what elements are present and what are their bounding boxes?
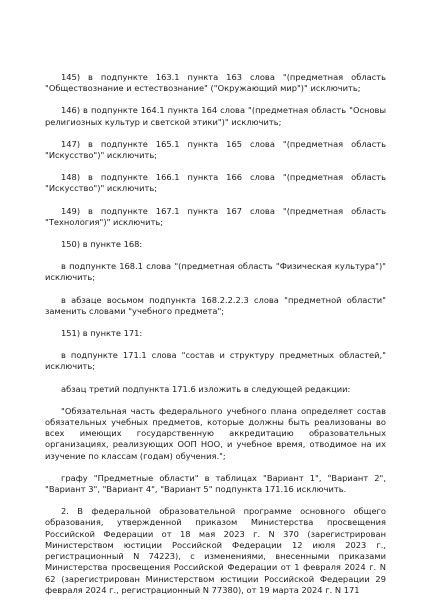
paragraph-147: 147) в подпункте 165.1 пункта 165 слова "(предметная область "Искусство")" исключить; <box>45 138 386 161</box>
paragraph-149: 149) в подпункте 167.1 пункта 167 слова "(предметная область "Технология")" исключить; <box>45 205 386 227</box>
paragraph-151-sub-2: абзац третий подпункта 171.6 изложить в следующей редакции: <box>61 383 351 394</box>
paragraph-145: 145) в подпункте 163.1 пункта 163 слова "(предметная область "Обществознание и естествознание" ("Окружающий мир")" исключить; <box>45 72 386 94</box>
paragraph-151: 151) в пункте 171: <box>61 328 143 339</box>
paragraph-2: 2. В федеральной образовательной программе основного общего образования, утвержденной приказом Министерства просвещения Российской Федерации от 18 мая 2023 г. N 370 (зарегистрирован Министерством юстиции Российской Федерации 12 июля 2023 г., регистрационный N 74223), с изменениями, внесенными приказами Министерства просвещения Российской Федерации от 1 февраля 2024 г. N 62 (зарегистрирован Министерством юстиции Российской Федерации 29 февраля 2024 г., регистрационный N 77380), от 19 марта 2024 г. N 171 <box>45 506 386 595</box>
paragraph-150: 150) в пункте 168: <box>61 239 143 250</box>
paragraph-148: 148) в подпункте 166.1 пункта 166 слова "(предметная область "Искусство")" исключить; <box>45 172 386 194</box>
document-body <box>45 72 386 596</box>
paragraph-150-sub-2: в абзаце восьмом подпункта 168.2.2.2.3 слова "предметной области" заменить словами "учебного предмета"; <box>45 294 386 316</box>
paragraph-151-sub-1: в подпункте 171.1 слова "состав и структуру предметных областей," исключить; <box>45 350 386 372</box>
paragraph-146: 146) в подпункте 164.1 пункта 164 слова "(предметная область "Основы религиозных культур и светской этики")" исключить; <box>45 105 386 127</box>
paragraph-150-sub-1: в подпункте 168.1 слова "(предметная область "Физическая культура")" исключить; <box>45 261 386 283</box>
quoted-paragraph: "Обязательная часть федерального учебного плана определяет состав обязательных учебных предметов, которые должны быть реализованы во всех имеющих государственную аккредитацию образовательных организациях, реализующих ООП НОО, и учебное время, отводимое на их изучение по классам (годам) обучения."; <box>45 405 386 461</box>
paragraph-151-sub-3: графу "Предметные области" в таблицах "Вариант 1", "Вариант 2", "Вариант 3", "Вариант 4", "Вариант 5" подпункта 171.16 исключить. <box>45 472 386 495</box>
